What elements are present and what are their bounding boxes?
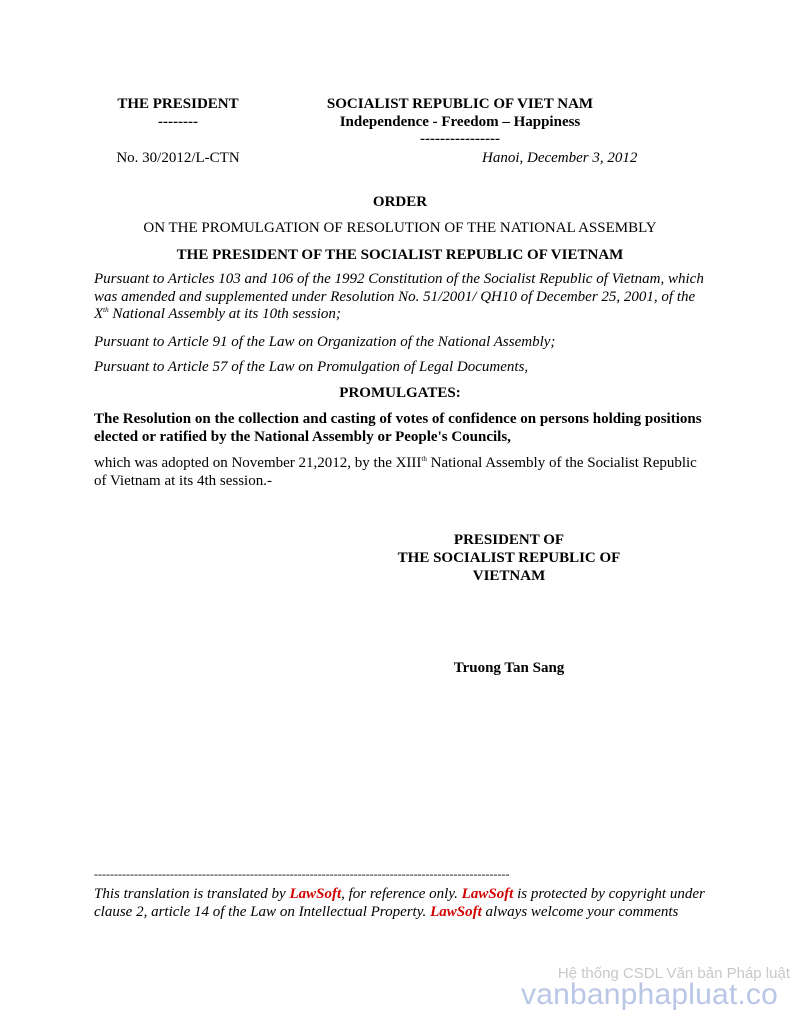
signature-title-line3: VIETNAM [472, 568, 546, 584]
preamble-constitution-tail: National Assembly at its 10th session; [108, 306, 341, 322]
brand-part: oft [324, 886, 342, 902]
translation-notice [94, 886, 706, 921]
preamble-constitution [94, 271, 704, 324]
notice-text-4: always welcome your comments [481, 903, 679, 920]
adoption-tail: National Assembly of the Socialist Republic of Vietnam at its 4th session.- [94, 455, 697, 489]
notice-text-1: This translation is translated by [94, 886, 290, 902]
national-motto: Independence - Freedom – Happiness [339, 114, 581, 130]
document-subject: ON THE PROMULGATION OF RESOLUTION OF THE NATIONAL ASSEMBLY [143, 220, 657, 236]
brand-part: Law [289, 886, 317, 902]
promulgates-heading: PROMULGATES: [339, 385, 461, 401]
nation-name: SOCIALIST REPUBLIC OF VIET NAM [326, 96, 594, 112]
issuer-rule: -------- [158, 114, 198, 130]
brand-part: oft [465, 903, 482, 920]
signature-title-line2: THE SOCIALIST REPUBLIC OF [397, 550, 621, 566]
watermark-site: vanbanphapluat.co [521, 978, 778, 1011]
document-type: ORDER [372, 194, 428, 210]
lawsoft-brand [289, 886, 341, 902]
brand-part: S [316, 886, 325, 902]
ordinal-suffix: th [103, 306, 109, 314]
lawsoft-brand [430, 904, 482, 920]
notice-text-2: , for reference only. [341, 886, 462, 902]
notice-text-3: is protected by copyright under clause 2, article 14 of the Law on Intellectual Property. [94, 886, 705, 920]
brand-part: S [456, 903, 466, 920]
place-and-date: Hanoi, December 3, 2012 [482, 150, 638, 166]
issuer-title: THE PRESIDENT [117, 96, 239, 112]
preamble-legal-documents-law: Pursuant to Article 57 of the Law on Promulgation of Legal Documents, [94, 359, 529, 375]
adoption-text: which was adopted on November 21,2012, by the XIII [94, 455, 422, 471]
ordinal-suffix: th [421, 455, 427, 463]
lawsoft-brand [462, 886, 514, 902]
brand-part: oft [496, 886, 514, 902]
preamble-constitution-text: Pursuant to Articles 103 and 106 of the 1992 Constitution of the Socialist Republic of Vietnam, which was amended and supplemented under Resolution No. 51/2001/ QH10 of December 25, 2001, of the X [94, 271, 704, 322]
footer-divider: -------------------------------------------------------------------------------------------------------- [94, 868, 510, 880]
issuing-authority: THE PRESIDENT OF THE SOCIALIST REPUBLIC OF VIETNAM [176, 247, 624, 263]
adoption-statement [94, 455, 704, 490]
signature-title-line1: PRESIDENT OF [453, 532, 565, 548]
preamble-organization-law: Pursuant to Article 91 of the Law on Organization of the National Assembly; [94, 334, 556, 350]
brand-part: S [488, 886, 497, 902]
brand-part: Law [430, 903, 457, 920]
resolution-title: The Resolution on the collection and casting of votes of confidence on persons holding positions elected or ratified by the National Assembly or People's Councils, [94, 411, 702, 445]
motto-rule: ---------------- [420, 131, 500, 147]
signatory-name: Truong Tan Sang [453, 660, 565, 676]
document-number: No. 30/2012/L-CTN [116, 150, 240, 166]
brand-part: Law [461, 886, 489, 902]
watermark-caption: Hệ thống CSDL Văn bản Pháp luật [557, 965, 790, 982]
